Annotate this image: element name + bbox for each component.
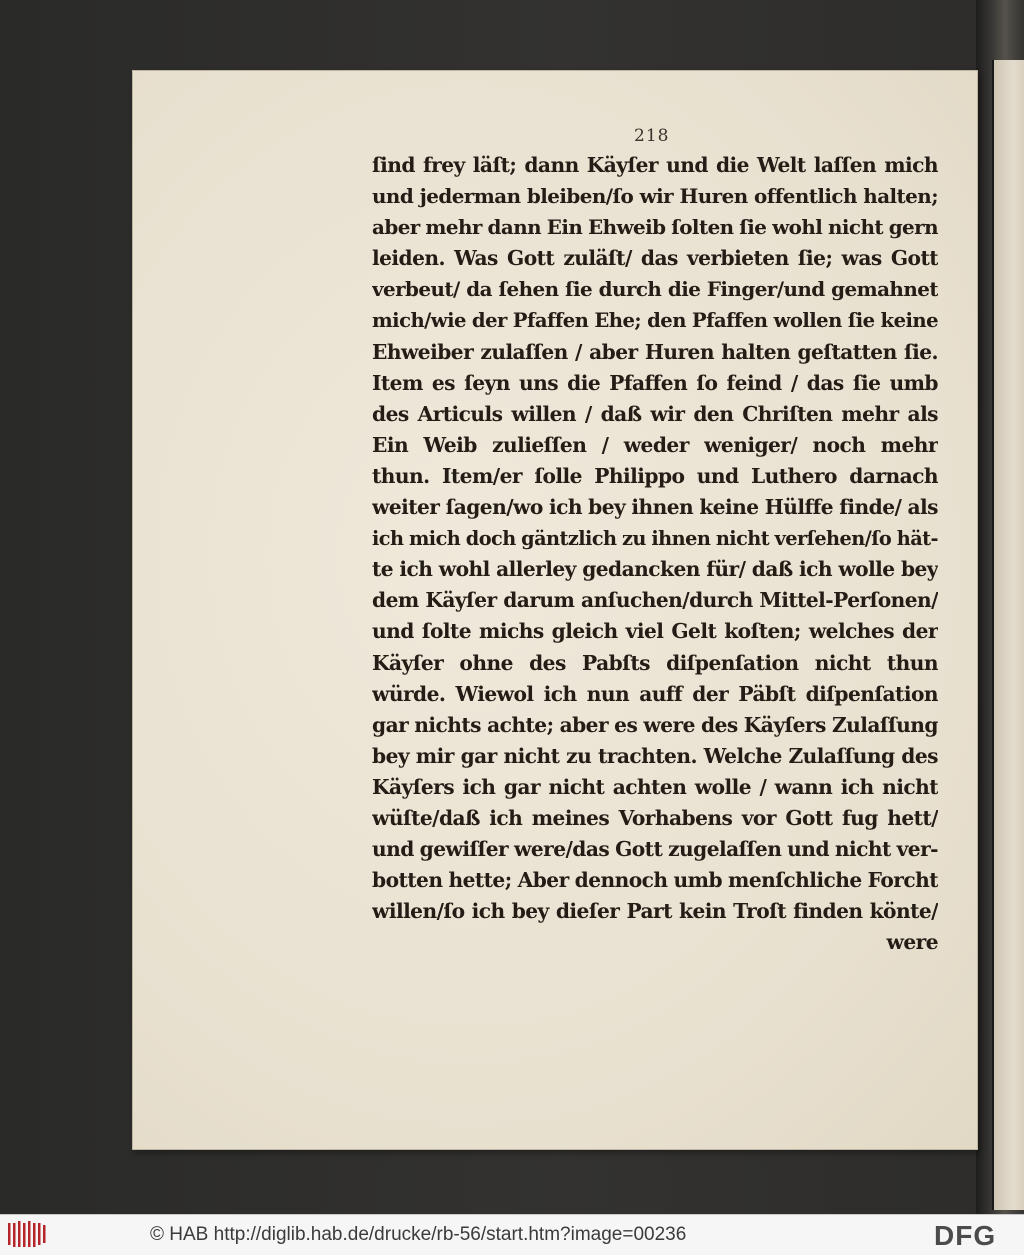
text-line: ſind frey läſt; dann Käyſer und die Welt laſſen mich: [372, 153, 938, 177]
text-line: bey mir gar nicht zu trachten. Welche Zulaſſung des: [372, 743, 938, 768]
hab-logo[interactable]: [8, 1221, 46, 1249]
permalink-text[interactable]: © HAB http://diglib.hab.de/drucke/rb-56/start.htm?image=00236: [150, 1224, 687, 1245]
facing-page-edge: [992, 60, 1024, 1210]
catchword: were: [886, 930, 938, 955]
text-line: verbeut/ da ſehen ſie durch die Finger/und gemahnet: [372, 277, 938, 302]
page-number: 218: [634, 126, 670, 146]
text-line: botten hette; Aber dennoch umb menſchliche Forcht: [372, 868, 938, 893]
text-line: thun. Item/er ſolle Philippo und Luthero darnach: [372, 463, 938, 488]
text-line: aber mehr dann Ein Ehweib ſolten ſie wohl nicht gern: [372, 215, 938, 240]
page-text-block: [372, 150, 938, 958]
text-line: Käyſers ich gar nicht achten wolle / wann ich nicht: [372, 774, 938, 799]
text-line: te ich wohl allerley gedancken für/ daß ich wolle bey: [372, 557, 938, 582]
text-line: Ein Weib zulieſſen / weder weniger/ noch mehr: [372, 432, 938, 457]
text-line: dem Käyſer darum anſuchen/durch Mittel-Perſonen/: [372, 588, 938, 613]
dfg-logo[interactable]: DFG: [934, 1220, 997, 1251]
text-line: würde. Wiewol ich nun auff der Päbſt diſpenſation: [372, 681, 938, 706]
text-line: Item es ſeyn uns die Pfaffen ſo feind / das ſie umb: [372, 370, 938, 395]
text-line: Ehweiber zulaſſen / aber Huren halten geſtatten ſie.: [372, 339, 938, 364]
text-line: ich mich doch gäntzlich zu ihnen nicht verſehen/ſo hät-: [372, 527, 938, 551]
text-line: des Articuls willen / daß wir den Chriſten mehr als: [372, 401, 938, 426]
text-line: leiden. Was Gott zuläſt/ das verbieten ſie; was Gott: [372, 246, 938, 271]
text-line: wüſte/daß ich meines Vorhabens vor Gott fug hett/: [372, 805, 938, 830]
text-line: mich/wie der Pfaffen Ehe; den Pfaffen wollen ſie keine: [372, 309, 938, 333]
text-line: und ſolte michs gleich viel Gelt koſten; welches der: [372, 619, 938, 644]
viewer-footer: [0, 1214, 1024, 1255]
text-line: und gewiſſer were/das Gott zugelaſſen und nicht ver-: [372, 837, 938, 862]
text-line: weiter ſagen/wo ich bey ihnen keine Hülffe finde/ als: [372, 495, 938, 520]
text-line: Käyſer ohne des Pabſts diſpenſation nicht thun: [372, 650, 938, 675]
text-line: willen/ſo ich bey dieſer Part kein Troſt finden könte/: [372, 899, 938, 924]
text-line: und jederman bleiben/ſo wir Huren offentlich halten;: [372, 184, 938, 209]
text-line: gar nichts achte; aber es were des Käyſers Zulaſſung: [372, 712, 938, 737]
